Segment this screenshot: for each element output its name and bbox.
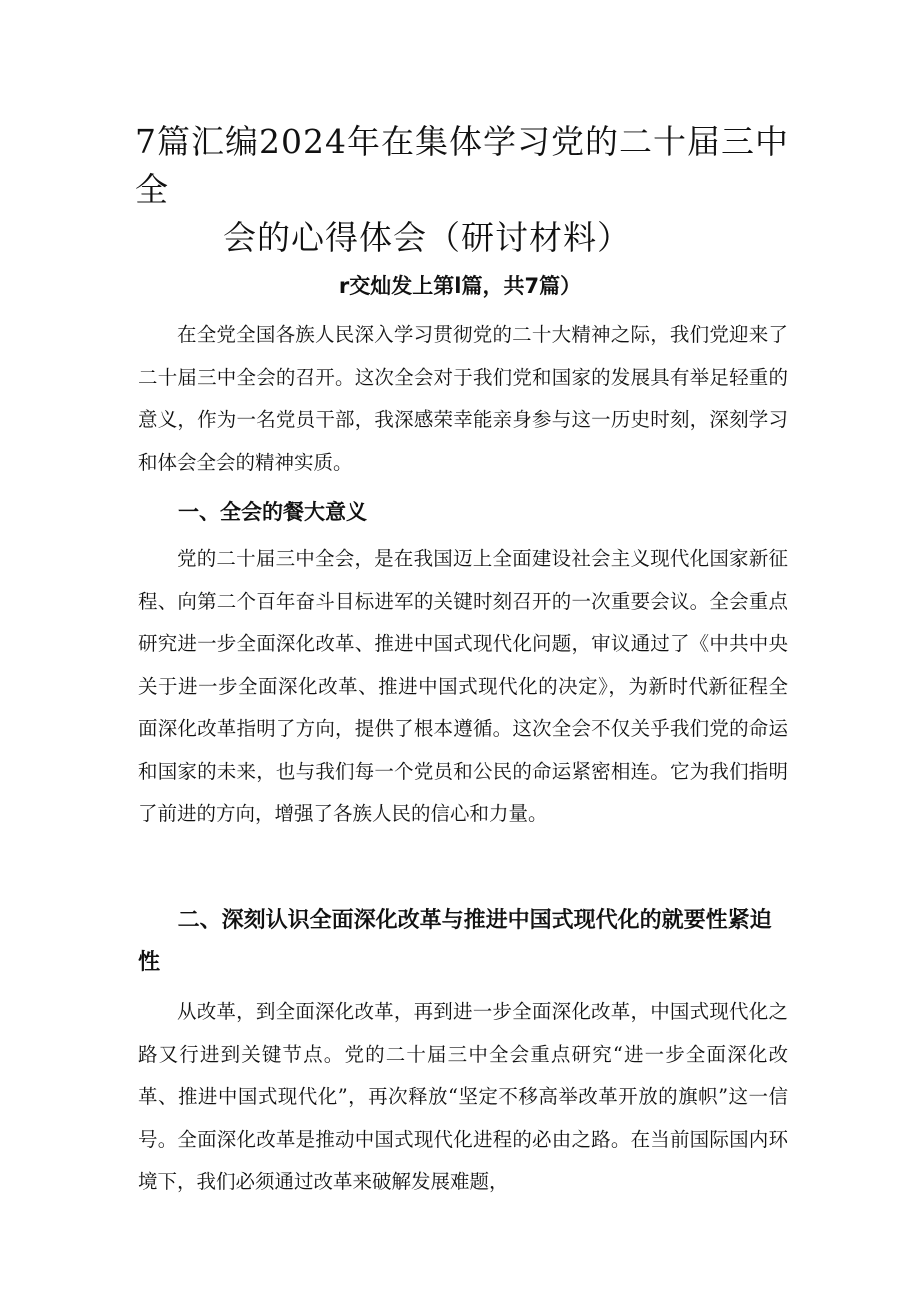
section-heading-2: 二、深刻认识全面深化改革与推进中国式现代化的就要性紧迫性 <box>138 908 772 975</box>
title-line-1: 7篇汇编2024年在集体学习党的二十届三中全 <box>135 122 789 209</box>
part-label: r交灿发上第l篇，共7篇） <box>338 274 582 298</box>
paragraph-intro: 在全党全国各族人民深入学习贯彻党的二十大精神之际，我们党迎来了二十届三中全会的召开。这次全会对于我们党和国家的发展具有举足轻重的意义，作为一名党员干部，我深感荣幸能亲身参与这一历史时刻，深刻学习和体会全会的精神实质。 <box>138 323 788 474</box>
paragraph-section-1: 党的二十届三中全会，是在我国迈上全面建设社会主义现代化国家新征程、向第二个百年奋斗目标进军的关键时刻召开的一次重要会议。全会重点研究进一步全面深化改革、推进中国式现代化问题，审议通过了《中共中央关于进一步全面深化改革、推进中国式现代化的决定》，为新时代新征程全面深化改革指明了方向，提供了根本遵循。这次全会不仅关乎我们党的命运和国家的未来，也与我们每一个党员和公民的命运紧密相连。它为我们指明了前进的方向，增强了各族人民的信心和力量。 <box>138 547 788 825</box>
paragraph-section-2: 从改革，到全面深化改革，再到进一步全面深化改革，中国式现代化之路又行进到关键节点。党的二十届三中全会重点研究“进一步全面深化改革、推进中国式现代化”，再次释放“坚定不移高举改革开放的旗帜”这一信号。全面深化改革是推动中国式现代化进程的必由之路。在当前国际国内环境下，我们必须通过改革来破解发展难题， <box>138 1000 788 1193</box>
document-title <box>135 118 795 262</box>
title-line-2: 会的心得体会（研讨材料） <box>223 218 631 257</box>
section-heading-1: 一、全会的餐大意义 <box>178 500 367 524</box>
